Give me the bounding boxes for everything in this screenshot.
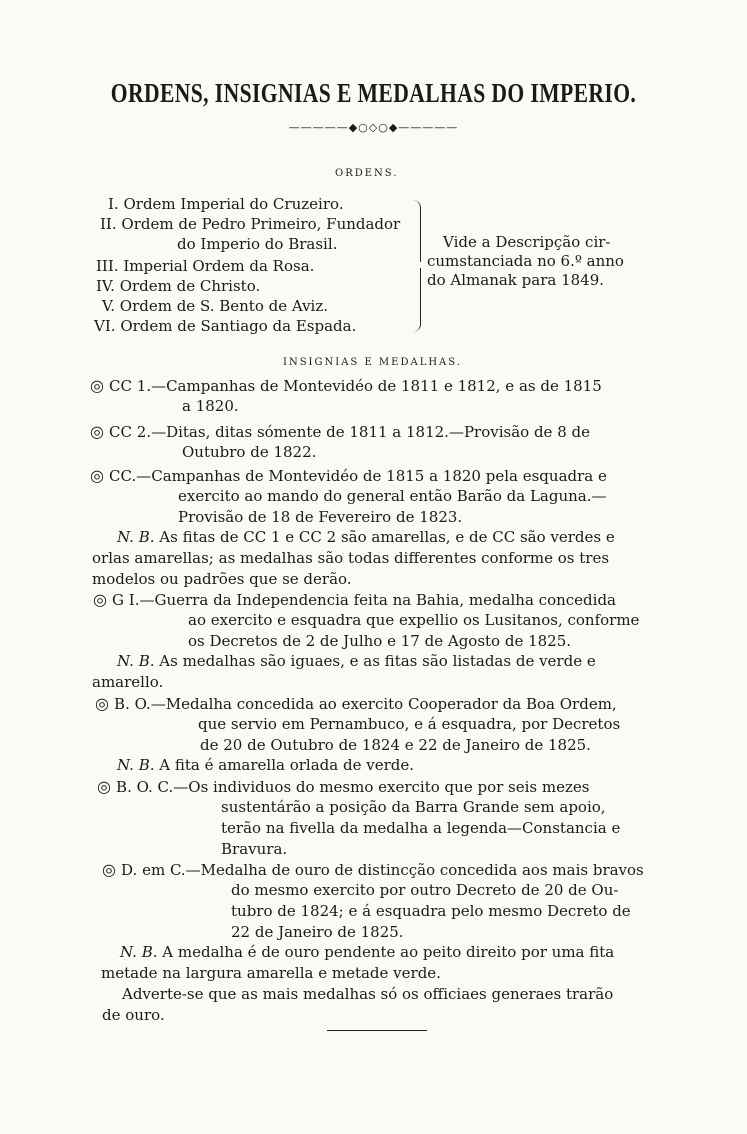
ordens-heading: ORDENS. [335, 168, 399, 179]
entry-continuation [231, 923, 404, 941]
entry-continuation [117, 528, 615, 546]
entry-text: tubro de 1824; e á esquadra pelo mesmo Decreto de [231, 902, 631, 920]
order-item: III. Imperial Ordem da Rosa. [96, 257, 315, 275]
medal-symbol-icon: ◎ [90, 422, 110, 441]
entry-line [90, 466, 607, 485]
entry-text: As medalhas são iguaes, e as fitas são listadas de verde e [159, 652, 596, 670]
brace-bottom [412, 268, 421, 332]
entry-text: CC 1.—Campanhas de Montevidéo de 1811 e 1812, e as de 1815 [109, 377, 602, 395]
order-item: V. Ordem de S. Bento de Aviz. [102, 297, 329, 315]
note-line: Vide a Descripção cir- [443, 233, 611, 251]
nota-bene-label: N. B. [117, 652, 160, 670]
note-line: do Almanak para 1849. [427, 271, 605, 289]
entry-continuation [198, 715, 620, 733]
entry-line [90, 422, 590, 441]
nota-bene-label: N. B. [120, 943, 163, 961]
entry-continuation [117, 756, 414, 774]
entry-text: A fita é amarella orlada de verde. [159, 756, 414, 774]
entry-text: orlas amarellas; as medalhas são todas differentes conforme os tres [92, 549, 610, 567]
entry-text: G I.—Guerra da Independencia feita na Bahia, medalha concedida [112, 591, 616, 609]
entry-text: B. O.—Medalha concedida ao exercito Cooperador da Boa Ordem, [114, 695, 617, 713]
entry-line [102, 860, 644, 879]
entry-line [90, 376, 602, 395]
entry-continuation [182, 397, 239, 415]
entry-text: amarello. [92, 673, 164, 691]
entry-text: Bravura. [221, 840, 288, 858]
entry-line [93, 590, 616, 609]
entry-text: Outubro de 1822. [182, 443, 317, 461]
order-item: II. Ordem de Pedro Primeiro, Fundador [100, 215, 401, 233]
order-item: VI. Ordem de Santiago da Espada. [94, 317, 357, 335]
entry-text: D. em C.—Medalha de ouro de distincção concedida aos mais bravos [121, 861, 644, 879]
entry-text: sustentárão a posição da Barra Grande sem apoio, [221, 798, 606, 816]
entry-continuation [221, 798, 606, 816]
entry-text: 22 de Janeiro de 1825. [231, 923, 404, 941]
entry-text: que servio em Pernambuco, e á esquadra, por Decretos [198, 715, 621, 733]
entry-continuation [178, 508, 462, 526]
entry-text: B. O. C.—Os individuos do mesmo exercito que por seis mezes [116, 778, 590, 796]
entry-text: Provisão de 18 de Fevereiro de 1823. [178, 508, 463, 526]
entry-text: As fitas de CC 1 e CC 2 são amarellas, e de CC são verdes e [159, 528, 615, 546]
entry-text: CC.—Campanhas de Montevidéo de 1815 a 1820 pela esquadra e [109, 467, 607, 485]
entry-continuation [122, 985, 613, 1003]
entry-text: do mesmo exercito por outro Decreto de 20 de Ou- [231, 881, 619, 899]
medal-symbol-icon: ◎ [93, 590, 113, 609]
order-item: IV. Ordem de Christo. [96, 277, 261, 295]
page-title: ORDENS, INSIGNIAS E MEDALHAS DO IMPERIO. [110, 78, 637, 108]
entry-continuation [92, 673, 163, 691]
entry-text: CC 2.—Ditas, ditas sómente de 1811 a 1812.—Provisão de 8 de [109, 423, 590, 441]
note-line: cumstanciada no 6.º anno [427, 252, 624, 270]
medal-symbol-icon: ◎ [90, 376, 110, 395]
brace-top [412, 200, 421, 262]
entry-text: de 20 de Outubro de 1824 e 22 de Janeiro de 1825. [200, 736, 591, 754]
entry-text: modelos ou padrões que se derão. [92, 570, 352, 588]
entry-continuation [188, 632, 571, 650]
entry-text: metade na largura amarella e metade verde. [101, 964, 441, 982]
entry-text: ao exercito e esquadra que expellio os Lusitanos, conforme [188, 611, 640, 629]
entry-line [97, 777, 589, 796]
entry-continuation [188, 611, 639, 629]
insignias-heading: INSIGNIAS E MEDALHAS. [283, 357, 462, 368]
entry-line [95, 694, 617, 713]
entry-text: A medalha é de ouro pendente ao peito direito por uma fita [162, 943, 615, 961]
entry-continuation [120, 943, 614, 961]
title-ornament: —————◆○◇○◆————— [288, 121, 459, 134]
order-item: I. Ordem Imperial do Cruzeiro. [108, 195, 344, 213]
entry-continuation [117, 652, 596, 670]
entry-continuation [92, 549, 609, 567]
order-item: do Imperio do Brasil. [177, 235, 338, 253]
entry-continuation [92, 570, 352, 588]
entry-continuation [231, 881, 618, 899]
entry-text: de ouro. [102, 1006, 165, 1024]
entry-continuation [231, 902, 631, 920]
medal-symbol-icon: ◎ [90, 466, 110, 485]
medal-symbol-icon: ◎ [97, 777, 117, 796]
entry-continuation [101, 964, 441, 982]
entry-continuation [221, 819, 620, 837]
medal-symbol-icon: ◎ [95, 694, 115, 713]
nota-bene-label: N. B. [117, 756, 160, 774]
entry-continuation [102, 1006, 165, 1024]
entry-continuation [178, 487, 607, 505]
nota-bene-label: N. B. [117, 528, 160, 546]
entry-text: os Decretos de 2 de Julho e 17 de Agosto de 1825. [188, 632, 572, 650]
entry-continuation [200, 736, 591, 754]
entry-text: Adverte-se que as mais medalhas só os officiaes generaes trarão [122, 985, 614, 1003]
closing-rule [327, 1030, 427, 1031]
entry-text: a 1820. [182, 397, 239, 415]
medal-symbol-icon: ◎ [102, 860, 122, 879]
entry-continuation [221, 840, 287, 858]
entry-text: exercito ao mando do general então Barão da Laguna.— [178, 487, 607, 505]
entry-continuation [182, 443, 316, 461]
entry-text: terão na fivella da medalha a legenda—Constancia e [221, 819, 621, 837]
